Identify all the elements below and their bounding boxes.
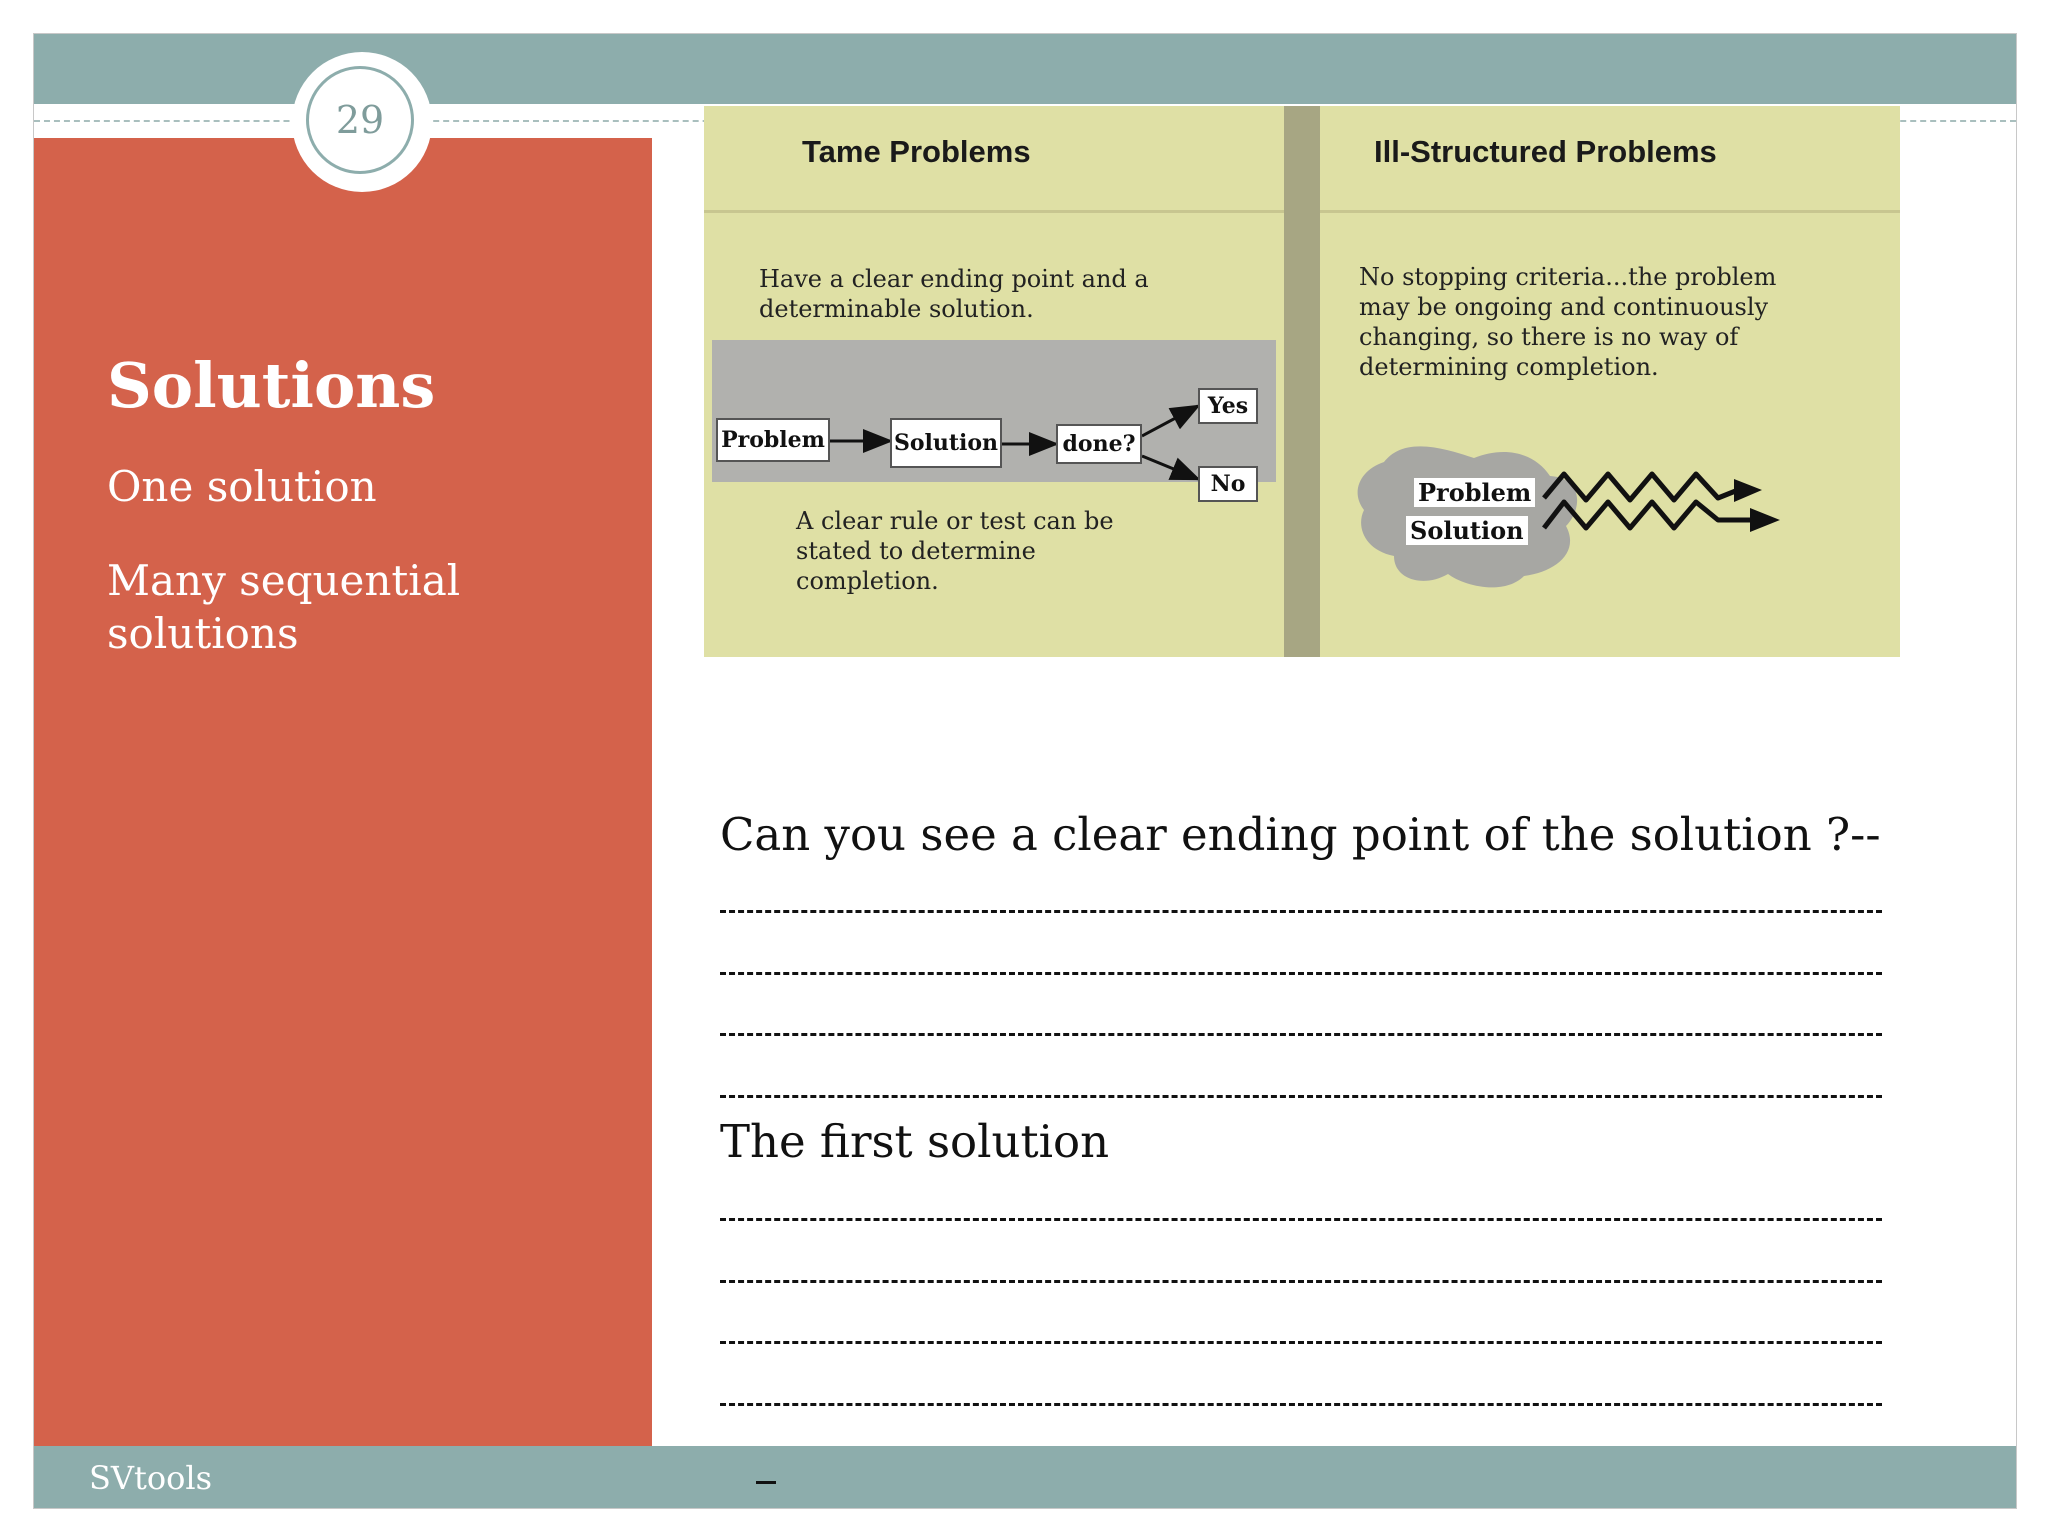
ill-structured-description: No stopping criteria...the problem may be ongoing and continuously changing, so there is no way of determining completion. xyxy=(1359,263,1777,381)
tame-note: A clear rule or test can be stated to determine completion. xyxy=(796,507,1114,595)
arrow-done-to-yes xyxy=(1142,406,1198,436)
bullet-one-solution: One solution xyxy=(107,462,377,511)
flow-problem-box: Problem xyxy=(716,418,830,462)
worksheet-answer: The first solution xyxy=(720,1115,1110,1168)
answer-line-8 xyxy=(720,1403,1882,1406)
answer-line-3 xyxy=(720,1033,1882,1036)
flow-solution-box: Solution xyxy=(890,418,1002,468)
flow-no-box: No xyxy=(1198,466,1258,502)
answer-line-6 xyxy=(720,1280,1882,1283)
slide-number-badge xyxy=(292,52,432,192)
problem-types-figure xyxy=(704,106,1900,657)
flow-yes-box: Yes xyxy=(1198,388,1258,424)
slide-number: 29 xyxy=(306,66,414,174)
trailing-dash xyxy=(756,1481,776,1484)
arrow-done-to-no xyxy=(1142,456,1198,479)
worksheet-question: Can you see a clear ending point of the solution ?-- xyxy=(720,808,1881,861)
answer-line-7 xyxy=(720,1341,1882,1344)
bottom-band xyxy=(34,1446,2016,1509)
cloud-solution-label: Solution xyxy=(1406,516,1528,545)
cloud-problem-label: Problem xyxy=(1414,478,1535,507)
tame-heading: Tame Problems xyxy=(802,134,1031,169)
answer-line-1 xyxy=(720,910,1882,913)
flow-done-box: done? xyxy=(1056,424,1142,464)
footer-text: SVtools xyxy=(89,1459,213,1497)
squiggle-arrowhead-problem xyxy=(1734,479,1762,502)
section-title: Solutions xyxy=(107,349,436,422)
squiggle-arrowhead-solution xyxy=(1750,508,1780,532)
ill-structured-heading: Ill-Structured Problems xyxy=(1374,134,1717,169)
answer-line-5 xyxy=(720,1218,1882,1221)
answer-line-4 xyxy=(720,1095,1882,1098)
answer-line-2 xyxy=(720,972,1882,975)
bullet-many-solutions: Many sequential solutions xyxy=(107,556,461,658)
left-panel xyxy=(34,138,652,1446)
tame-description: Have a clear ending point and a determinable solution. xyxy=(759,265,1149,323)
